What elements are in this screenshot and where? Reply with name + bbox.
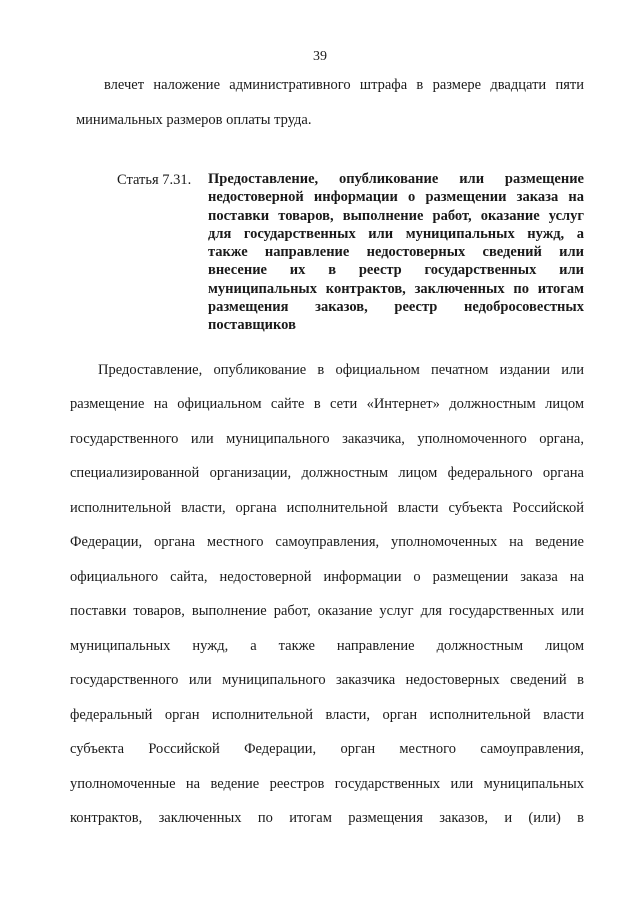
body-line: Федерации, органа местного самоуправления, уполномоченных на ведение — [70, 534, 584, 550]
article-title-line: размещения заказов, реестр недобросовестных — [208, 299, 584, 316]
page-number: 39 — [313, 49, 327, 64]
body-line: субъекта Российской Федерации, орган местного самоуправления, — [70, 741, 584, 757]
body-line: уполномоченные на ведение реестров государственных или муниципальных — [70, 776, 584, 792]
body-line: специализированной организации, должностным лицом федерального органа — [70, 465, 584, 481]
body-line: государственного или муниципального заказчика недостоверных сведений в — [70, 672, 584, 688]
body-line: исполнительной власти, органа исполнительной власти субъекта Российской — [70, 500, 584, 516]
article-title — [208, 170, 584, 335]
body-line: размещение на официальном сайте в сети «Интернет» должностным лицом — [70, 396, 584, 412]
article-title-line: Предоставление, опубликование или размещение — [208, 171, 584, 187]
body-line: поставки товаров, выполнение работ, оказание услуг для государственных или — [70, 603, 584, 619]
lead-in-line: минимальных размеров оплаты труда. — [76, 112, 312, 128]
article-title-line: поставщиков — [208, 317, 296, 334]
article-title-line: внесение их в реестр государственных или — [208, 262, 584, 279]
article-number: Статья 7.31. — [117, 172, 192, 188]
body-line: Предоставление, опубликование в официальном печатном издании или — [98, 362, 584, 378]
body-line: федеральный орган исполнительной власти, орган исполнительной власти — [70, 707, 584, 723]
lead-in-line: влечет наложение административного штрафа в размере двадцати пяти — [104, 77, 584, 93]
article-title-line: также направление недостоверных сведений или — [208, 244, 584, 261]
article-title-line: поставки товаров, выполнение работ, оказание услуг — [208, 207, 584, 224]
body-line: муниципальных нужд, а также направление должностным лицом — [70, 638, 584, 654]
body-line: контрактов, заключенных по итогам размещения заказов, и (или) в — [70, 810, 584, 826]
article-title-line: муниципальных контрактов, заключенных по итогам — [208, 280, 584, 297]
body-line: государственного или муниципального заказчика, уполномоченного органа, — [70, 431, 584, 447]
article-title-line: для государственных или муниципальных нужд, а — [208, 225, 584, 242]
article-title-line: недостоверной информации о размещении заказа на — [208, 189, 584, 206]
body-line: официального сайта, недостоверной информации о размещении заказа на — [70, 569, 584, 585]
